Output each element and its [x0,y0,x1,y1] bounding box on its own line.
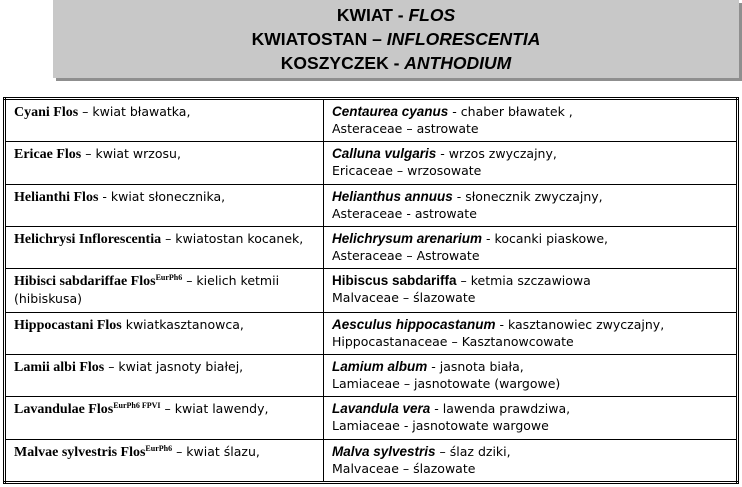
drug-description: – kwiat jasnoty białej, [104,358,244,374]
title-polish: KWIATOSTAN – [251,29,387,49]
title-latin: FLOS [408,5,456,25]
table-row [5,226,738,268]
species-common-name: - wrzos zwyczajny, [436,146,557,162]
pharmacopoeia-sup: EurPh6 [155,273,183,283]
pharmacopoeia-sup: EurPh6 FPVI [113,401,161,411]
species-common-name: – ketmia szczawiowa [456,273,591,289]
species-cell [324,397,738,439]
species-common-name: - lawenda prawdziwa, [430,401,571,417]
family-name: Hippocastanaceae – Kasztanowcowate [332,333,574,349]
species-cell [324,226,738,268]
drug-description: kwiatkasztanowca, [121,316,244,332]
species-common-name: - kocanki piaskowe, [482,230,609,246]
family-name: Malvaceae – ślazowate [332,290,476,306]
drug-description: – kwiat wrzosu, [81,146,181,162]
species-cell [324,269,738,312]
drug-name: Lamii albi Flos [14,359,105,375]
title-latin: INFLORESCENTIA [386,29,541,49]
plant-table [3,97,739,484]
table-row [5,99,738,142]
title-line-flos [53,3,739,27]
table-row [5,142,738,184]
family-name: Lamiaceae - jasnotowate wargowe [332,418,549,434]
drug-name: Hibisci sabdariffae Flos [14,274,156,290]
drug-name: Ericae Flos [14,147,82,163]
plant-table-body [5,99,738,483]
species-name: Centaurea cyanus [332,104,449,119]
drug-name: Helichrysi Inflorescentia [14,231,162,247]
species-cell [324,99,738,142]
title-line-anthodium [53,51,739,75]
family-name: Asteraceae – astrowate [332,121,479,136]
drug-cell [5,312,324,354]
species-common-name: – ślaz dziki, [435,443,511,459]
species-cell [324,184,738,226]
family-name: Ericaceae – wrzosowate [332,163,482,179]
table-row [5,312,738,354]
species-common-name: - kasztanowiec zwyczajny, [495,316,665,332]
table-row [5,184,738,226]
species-cell [324,439,738,483]
drug-description: – kielich ketmii (hibiskusa) [14,273,280,307]
species-name: Helianthus annuus [332,188,453,204]
drug-cell [5,99,324,142]
drug-cell [5,142,324,184]
drug-description: - kwiat słonecznika, [98,188,226,204]
species-name: Aesculus hippocastanum [332,316,496,332]
table-row [5,439,738,483]
drug-description: – kwiatostan kocanek, [161,230,304,246]
title-polish: KWIAT - [336,5,409,25]
species-name: Lavandula vera [332,401,431,417]
drug-description: – kwiat bławatka, [78,104,191,119]
species-common-name: - słonecznik zwyczajny, [452,188,603,204]
table-row [5,397,738,439]
species-common-name: - chaber bławatek , [448,104,573,119]
pharmacopoeia-sup: EurPh6 [145,443,173,453]
table-row [5,269,738,312]
species-name: Calluna vulgaris [332,146,437,162]
title-line-inflorescentia [53,27,739,51]
table-row [5,354,738,396]
drug-cell [5,397,324,439]
species-common-name: - jasnota biała, [427,358,524,374]
species-name: Hibiscus sabdariffa [332,273,457,289]
title-polish: KOSZYCZEK - [280,53,405,73]
species-name: Malva sylvestris [332,443,436,459]
drug-cell [5,354,324,396]
species-cell [324,312,738,354]
species-name: Helichrysum arenarium [332,230,483,246]
family-name: Asteraceae – Astrowate [332,247,480,263]
species-cell [324,354,738,396]
drug-name: Lavandulae Flos [14,402,114,418]
drug-cell [5,269,324,312]
family-name: Asteraceae - astrowate [332,205,477,221]
drug-cell [5,226,324,268]
species-cell [324,142,738,184]
species-name: Lamium album [332,358,428,374]
drug-name: Helianthi Flos [14,189,99,205]
drug-cell [5,439,324,483]
title-banner [53,0,739,78]
title-latin: ANTHODIUM [404,53,512,73]
family-name: Lamiaceae – jasnotowate (wargowe) [332,375,561,391]
drug-name: Malvae sylvestris Flos [14,444,146,460]
drug-cell [5,184,324,226]
drug-name: Cyani Flos [14,105,79,120]
drug-description: – kwiat ślazu, [172,443,260,459]
family-name: Malvaceae – ślazowate [332,460,476,476]
drug-name: Hippocastani Flos [14,317,122,333]
drug-description: – kwiat lawendy, [160,401,269,417]
